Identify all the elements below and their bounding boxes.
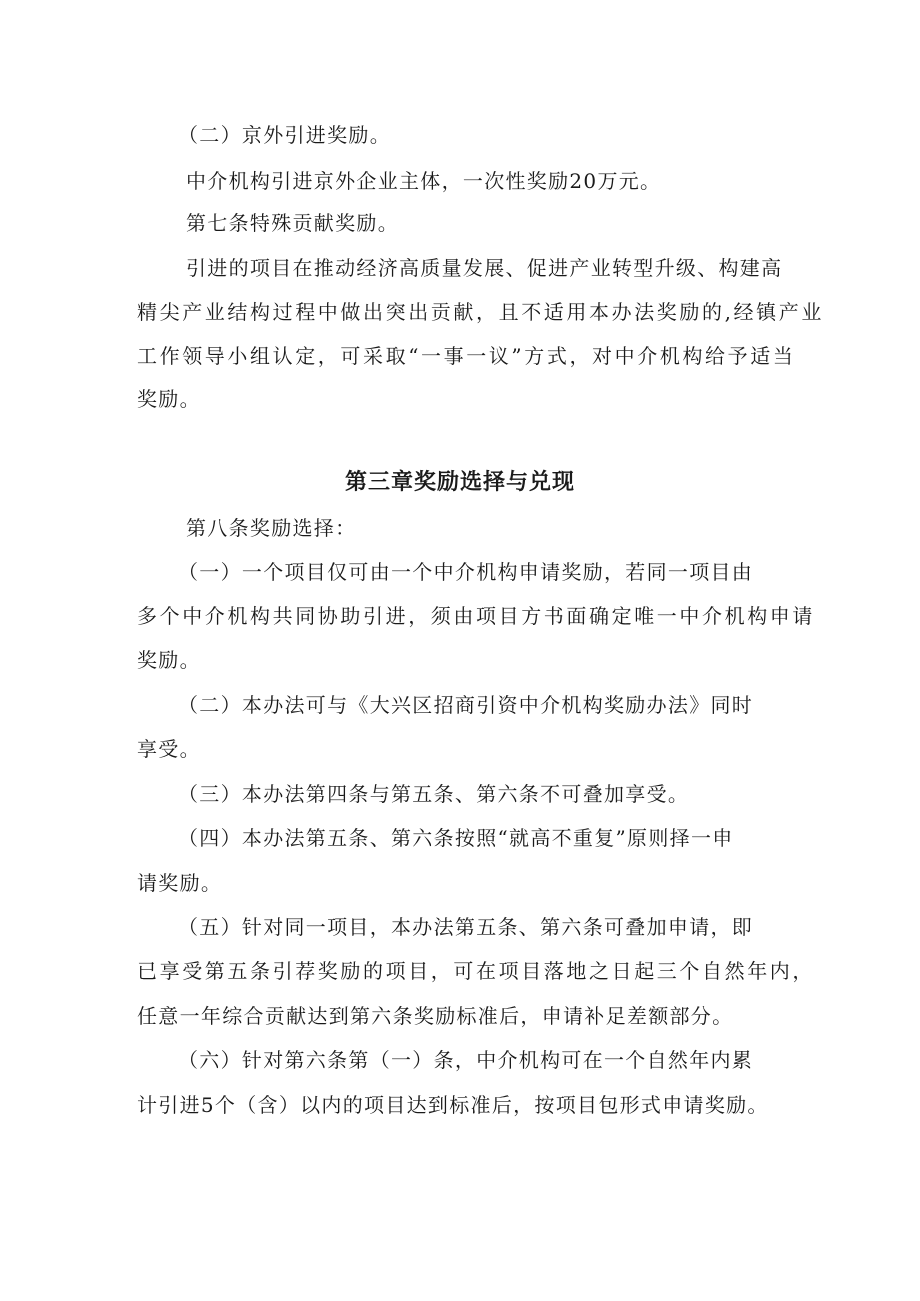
item-line: 奖励。 <box>137 648 201 672</box>
item-line: 已享受第五条引荐奖励的项目，可在项目落地之日起三个自然年内， <box>137 959 815 983</box>
article-7-line: 引进的项目在推动经济高质量发展、促进产业转型升级、构建高 <box>186 256 783 280</box>
article-7-line: 工作领导小组认定，可采取“一事一议”方式，对中介机构给予适当 <box>137 344 796 368</box>
item-line: 多个中介机构共同协助引进，须由项目方书面确定唯一中介机构申请 <box>137 604 815 628</box>
chapter-heading: 第三章奖励选择与兑现 <box>344 470 575 495</box>
article-7-line: 精尖产业结构过程中做出突出贡献，且不适用本办法奖励的,经镇产业 <box>137 300 824 324</box>
item-line: （五）针对同一项目，本办法第五条、第六条可叠加申请，即 <box>178 915 754 939</box>
item-line: 任意一年综合贡献达到第六条奖励标准后，申请补足差额部分。 <box>137 1004 734 1028</box>
item-line: 请奖励。 <box>137 871 223 895</box>
item-line: 计引进5个（含）以内的项目达到标准后，按项目包形式申请奖励。 <box>137 1093 769 1117</box>
item-line: （六）针对第六条第（一）条，中介机构可在一个自然年内累 <box>178 1048 754 1072</box>
item-line: （四）本办法第五条、第六条按照“就高不重复”原则择一申 <box>178 826 734 850</box>
article-7-title: 第七条特殊贡献奖励。 <box>186 211 399 235</box>
item-line: （一）一个项目仅可由一个中介机构申请奖励，若同一项目由 <box>178 560 754 584</box>
item-line: （二）本办法可与《大兴区招商引资中介机构奖励办法》同时 <box>178 693 754 717</box>
item-line: （三）本办法第四条与第五条、第六条不可叠加享受。 <box>178 782 690 806</box>
article-7-line: 奖励。 <box>137 387 201 411</box>
article-8-title: 第八条奖励选择： <box>186 516 357 540</box>
item-line: 享受。 <box>137 737 201 761</box>
item-2-title: （二）京外引进奖励。 <box>178 123 391 147</box>
item-2-text: 中介机构引进京外企业主体，一次性奖励20万元。 <box>186 169 662 193</box>
